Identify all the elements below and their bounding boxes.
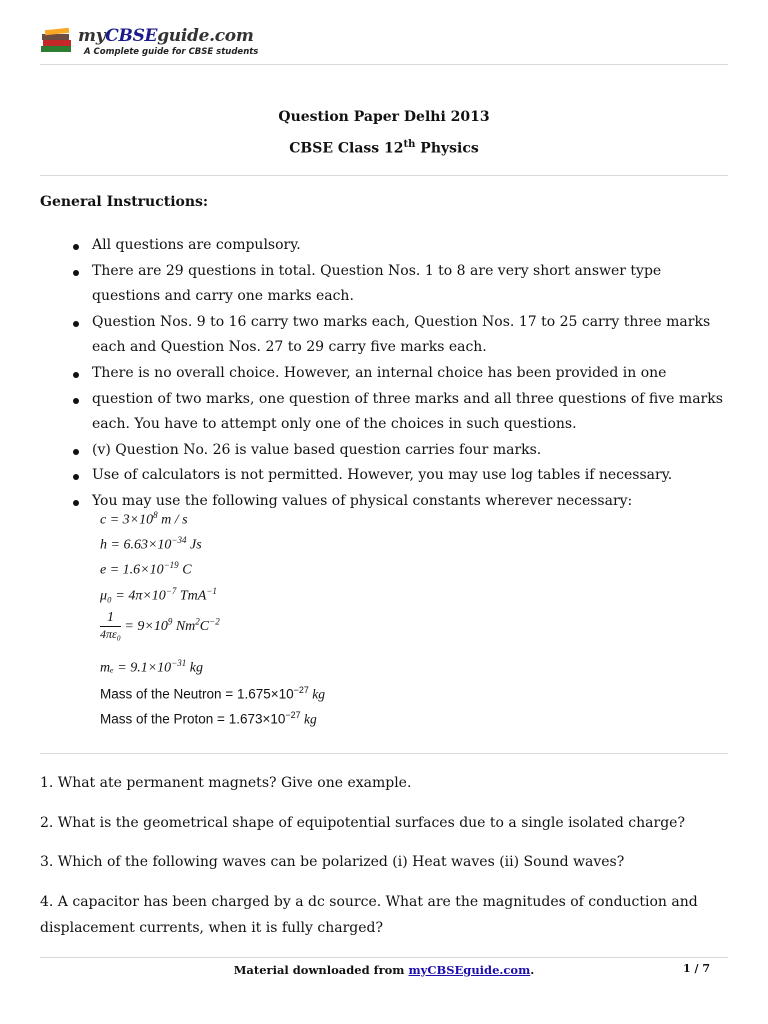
footer-link[interactable]: myCBSEguide.com bbox=[408, 963, 531, 977]
list-item: There are 29 questions in total. Question Nos. 1 to 8 are very short answer type questions and carry one marks each. bbox=[40, 259, 730, 310]
header-divider bbox=[40, 64, 728, 65]
bullet-icon bbox=[73, 449, 79, 455]
paper-title: Question Paper Delhi 2013 bbox=[278, 109, 490, 125]
bullet-icon bbox=[73, 500, 79, 506]
logo-title: myCBSEguide.com bbox=[78, 26, 254, 46]
logo-tagline: A Complete guide for CBSE students bbox=[84, 47, 259, 57]
constant-electron-charge: $e = 1.6\times 10^{-19}$ C bbox=[100, 560, 192, 578]
question-3: 3. Which of the following waves can be polarized (i) Heat waves (ii) Sound waves? bbox=[40, 854, 625, 870]
constant-permeability: $\mu_0 = 4\pi\times 10^{-7}$ TmA$^{-1}$ bbox=[100, 586, 217, 604]
instructions-list bbox=[40, 233, 730, 515]
bullet-icon bbox=[73, 398, 79, 404]
bullet-icon bbox=[73, 372, 79, 378]
title-divider bbox=[40, 175, 728, 176]
constant-coulomb: $\frac{1}{\text{4πε₀}}$ = $9\times 10^9$ $Nm^2C^{-2}$ bbox=[100, 610, 220, 641]
constant-planck: $h = 6.63\times 10^{-34}$ Js bbox=[100, 535, 202, 553]
list-item: All questions are compulsory. bbox=[40, 233, 730, 259]
books-icon bbox=[40, 28, 74, 54]
footer-note: Material downloaded from myCBSEguide.com. bbox=[233, 963, 535, 977]
bullet-icon bbox=[73, 321, 79, 327]
constant-speed-of-light: $c = 3\times 10^8$ m / s bbox=[100, 510, 188, 528]
instructions-heading: General Instructions: bbox=[40, 194, 209, 210]
list-item: (v) Question No. 26 is value based question carries four marks. bbox=[40, 438, 730, 464]
list-item: Question Nos. 9 to 16 carry two marks each, Question Nos. 17 to 25 carry three marks each and Question Nos. 27 to 29 carry five marks each. bbox=[40, 310, 730, 361]
paper-subtitle: CBSE Class 12th Physics bbox=[289, 139, 479, 157]
constant-proton-mass: Mass of the Proton = $1.673\times 10^{-27}$ kg bbox=[100, 710, 317, 727]
question-4: 4. A capacitor has been charged by a dc source. What are the magnitudes of conduction and displacement currents, when it is fully charged? bbox=[40, 894, 698, 936]
footer-divider bbox=[40, 957, 728, 958]
bullet-icon bbox=[73, 270, 79, 276]
list-item: Use of calculators is not permitted. However, you may use log tables if necessary. bbox=[40, 463, 730, 489]
list-item: question of two marks, one question of three marks and all three questions of five marks each. You have to attempt only one of the choices in such questions. bbox=[40, 387, 730, 438]
question-2: 2. What is the geometrical shape of equipotential surfaces due to a single isolated charge? bbox=[40, 815, 685, 831]
bullet-icon bbox=[73, 244, 79, 250]
physical-constants bbox=[96, 508, 396, 733]
section-divider bbox=[40, 753, 728, 754]
list-item: There is no overall choice. However, an internal choice has been provided in one bbox=[40, 361, 730, 387]
bullet-icon bbox=[73, 474, 79, 480]
site-logo[interactable] bbox=[40, 24, 260, 60]
list-item: You may use the following values of physical constants wherever necessary: bbox=[40, 489, 730, 515]
page-number: 1 / 7 bbox=[683, 962, 710, 975]
constant-electron-mass: $m_e = 9.1\times 10^{-31}$ kg bbox=[100, 658, 203, 676]
question-1: 1. What ate permanent magnets? Give one example. bbox=[40, 775, 412, 791]
constant-neutron-mass: Mass of the Neutron = $1.675\times 10^{-27}$ kg bbox=[100, 685, 326, 702]
